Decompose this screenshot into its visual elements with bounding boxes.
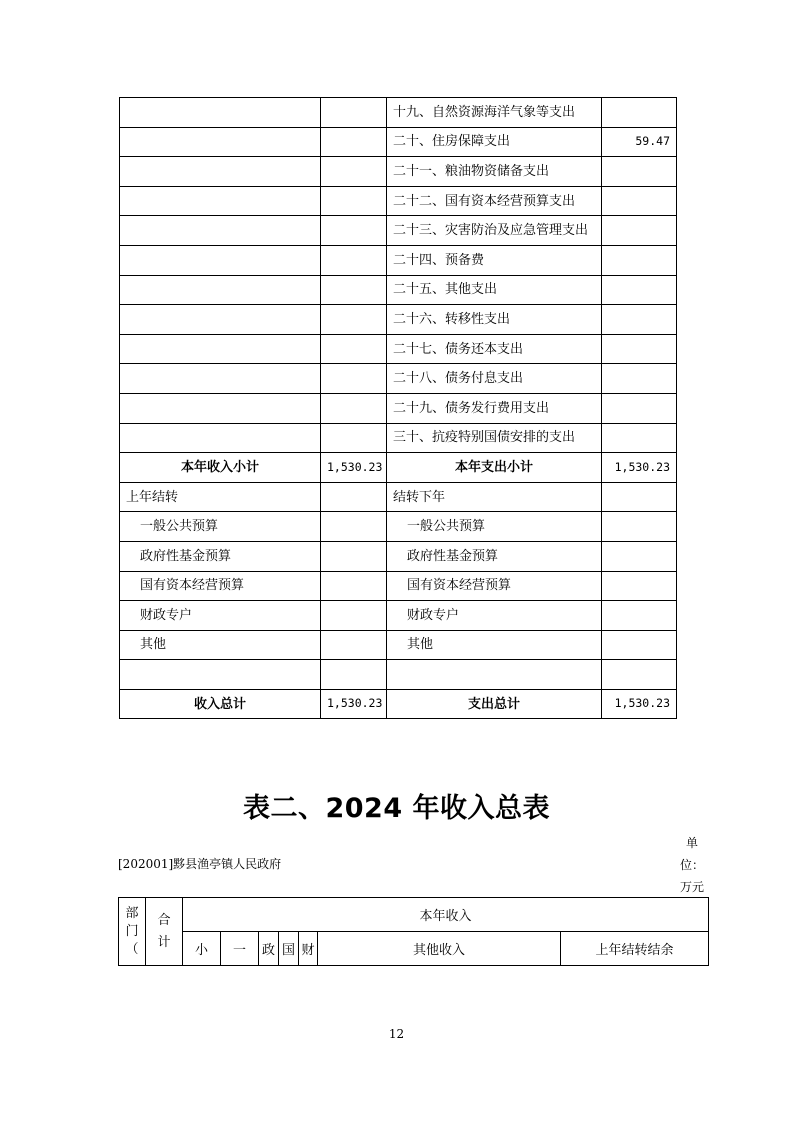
expense-item: 二十八、债务付息支出 xyxy=(387,364,602,394)
income-amount xyxy=(321,98,387,128)
income-amount xyxy=(321,305,387,335)
header-gov-fund: 政 xyxy=(259,932,279,966)
table-row xyxy=(120,571,677,601)
unit-line-2: 位： xyxy=(679,858,704,872)
table-row xyxy=(120,98,677,128)
header-total xyxy=(146,898,183,966)
expense-amount xyxy=(602,571,677,601)
income-amount xyxy=(321,512,387,542)
expense-item: 二十、住房保障支出 xyxy=(387,127,602,157)
header-total-l2: 计 xyxy=(157,934,171,950)
header-general-budget: 一 xyxy=(221,932,259,966)
income-item xyxy=(120,364,321,394)
table-row xyxy=(120,393,677,423)
income-amount xyxy=(321,601,387,631)
income-amount xyxy=(321,275,387,305)
income-amount xyxy=(321,245,387,275)
expense-item: 三十、抗疫特别国债安排的支出 xyxy=(387,423,602,453)
table-row xyxy=(120,127,677,157)
expense-amount xyxy=(602,541,677,571)
income-item: 上年结转 xyxy=(120,482,321,512)
income-amount xyxy=(321,423,387,453)
income-summary-table xyxy=(118,897,709,966)
expense-total-label: 支出总计 xyxy=(387,689,602,719)
expense-amount xyxy=(602,482,677,512)
income-total-label: 收入总计 xyxy=(120,689,321,719)
table-row xyxy=(120,541,677,571)
header-dept-l3: （ xyxy=(125,941,139,957)
income-item xyxy=(120,245,321,275)
unit-label xyxy=(677,832,707,898)
header-dept-l1: 部 xyxy=(125,905,139,921)
expense-amount xyxy=(602,334,677,364)
header-other-income: 其他收入 xyxy=(318,932,561,966)
expense-subtotal-label: 本年支出小计 xyxy=(387,453,602,483)
expense-item: 二十七、债务还本支出 xyxy=(387,334,602,364)
income-item: 国有资本经营预算 xyxy=(120,571,321,601)
table-row xyxy=(120,660,677,690)
header-carryover: 上年结转结余 xyxy=(561,932,709,966)
income-amount xyxy=(321,630,387,660)
income-item xyxy=(120,186,321,216)
table-row xyxy=(120,334,677,364)
expense-subtotal-amount: 1,530.23 xyxy=(602,453,677,483)
unit-line-3: 万元 xyxy=(679,880,704,894)
income-item: 一般公共预算 xyxy=(120,512,321,542)
expense-item: 二十三、灾害防治及应急管理支出 xyxy=(387,216,602,246)
expense-amount xyxy=(602,245,677,275)
expense-item xyxy=(387,660,602,690)
expense-amount xyxy=(602,186,677,216)
expense-amount xyxy=(602,157,677,187)
table-row xyxy=(120,512,677,542)
income-item xyxy=(120,127,321,157)
table2-title: 表二、2024 年收入总表 xyxy=(242,793,551,824)
income-amount xyxy=(321,393,387,423)
income-amount xyxy=(321,127,387,157)
income-item xyxy=(120,393,321,423)
expense-item: 国有资本经营预算 xyxy=(387,571,602,601)
department-label: [202001]黟县渔亭镇人民政府 xyxy=(118,857,282,871)
income-item xyxy=(120,660,321,690)
expense-item: 二十九、债务发行费用支出 xyxy=(387,393,602,423)
expense-amount: 59.47 xyxy=(602,127,677,157)
expense-amount xyxy=(602,601,677,631)
income-subtotal-amount: 1,530.23 xyxy=(321,453,387,483)
expense-item: 十九、自然资源海洋气象等支出 xyxy=(387,98,602,128)
expense-amount xyxy=(602,275,677,305)
header-row-2 xyxy=(119,932,709,966)
table-row xyxy=(120,157,677,187)
table-row xyxy=(120,245,677,275)
expense-item: 二十四、预备费 xyxy=(387,245,602,275)
unit-line-1: 单 xyxy=(685,836,698,850)
expense-amount xyxy=(602,393,677,423)
income-item xyxy=(120,334,321,364)
subtotal-row xyxy=(120,453,677,483)
expense-amount xyxy=(602,423,677,453)
table-row xyxy=(120,216,677,246)
table-row xyxy=(120,364,677,394)
table-row xyxy=(120,601,677,631)
expense-total-amount: 1,530.23 xyxy=(602,689,677,719)
income-subtotal-label: 本年收入小计 xyxy=(120,453,321,483)
total-row xyxy=(120,689,677,719)
income-item: 政府性基金预算 xyxy=(120,541,321,571)
expense-item: 财政专户 xyxy=(387,601,602,631)
income-item xyxy=(120,305,321,335)
header-dept xyxy=(119,898,146,966)
table-row xyxy=(120,423,677,453)
expense-item: 二十六、转移性支出 xyxy=(387,305,602,335)
table-row xyxy=(120,275,677,305)
income-amount xyxy=(321,541,387,571)
table-row xyxy=(120,482,677,512)
header-subtotal: 小 xyxy=(183,932,221,966)
table-row xyxy=(120,305,677,335)
expense-amount xyxy=(602,630,677,660)
table-row xyxy=(120,186,677,216)
income-item xyxy=(120,157,321,187)
income-item xyxy=(120,423,321,453)
expense-item: 结转下年 xyxy=(387,482,602,512)
expense-amount xyxy=(602,305,677,335)
income-amount xyxy=(321,157,387,187)
income-item xyxy=(120,98,321,128)
page-number: 12 xyxy=(388,1027,405,1041)
header-dept-l2: 门 xyxy=(125,923,139,939)
expense-item: 二十五、其他支出 xyxy=(387,275,602,305)
income-amount xyxy=(321,482,387,512)
income-amount xyxy=(321,334,387,364)
expense-amount xyxy=(602,216,677,246)
income-item: 财政专户 xyxy=(120,601,321,631)
expense-item: 政府性基金预算 xyxy=(387,541,602,571)
header-total-l1: 合 xyxy=(157,912,171,928)
expense-item: 一般公共预算 xyxy=(387,512,602,542)
income-amount xyxy=(321,216,387,246)
expense-item: 二十二、国有资本经营预算支出 xyxy=(387,186,602,216)
header-current-income: 本年收入 xyxy=(183,898,709,932)
header-state-capital: 国 xyxy=(279,932,299,966)
expense-amount xyxy=(602,364,677,394)
income-amount xyxy=(321,186,387,216)
expense-item: 二十一、粮油物资储备支出 xyxy=(387,157,602,187)
expense-item: 其他 xyxy=(387,630,602,660)
income-total-amount: 1,530.23 xyxy=(321,689,387,719)
income-amount xyxy=(321,660,387,690)
expense-amount xyxy=(602,512,677,542)
income-expense-table xyxy=(119,97,677,719)
header-fiscal-account: 财 xyxy=(299,932,318,966)
income-amount xyxy=(321,571,387,601)
income-item xyxy=(120,216,321,246)
income-amount xyxy=(321,364,387,394)
header-row-1 xyxy=(119,898,709,932)
table-row xyxy=(120,630,677,660)
expense-amount xyxy=(602,660,677,690)
income-item: 其他 xyxy=(120,630,321,660)
income-item xyxy=(120,275,321,305)
expense-amount xyxy=(602,98,677,128)
